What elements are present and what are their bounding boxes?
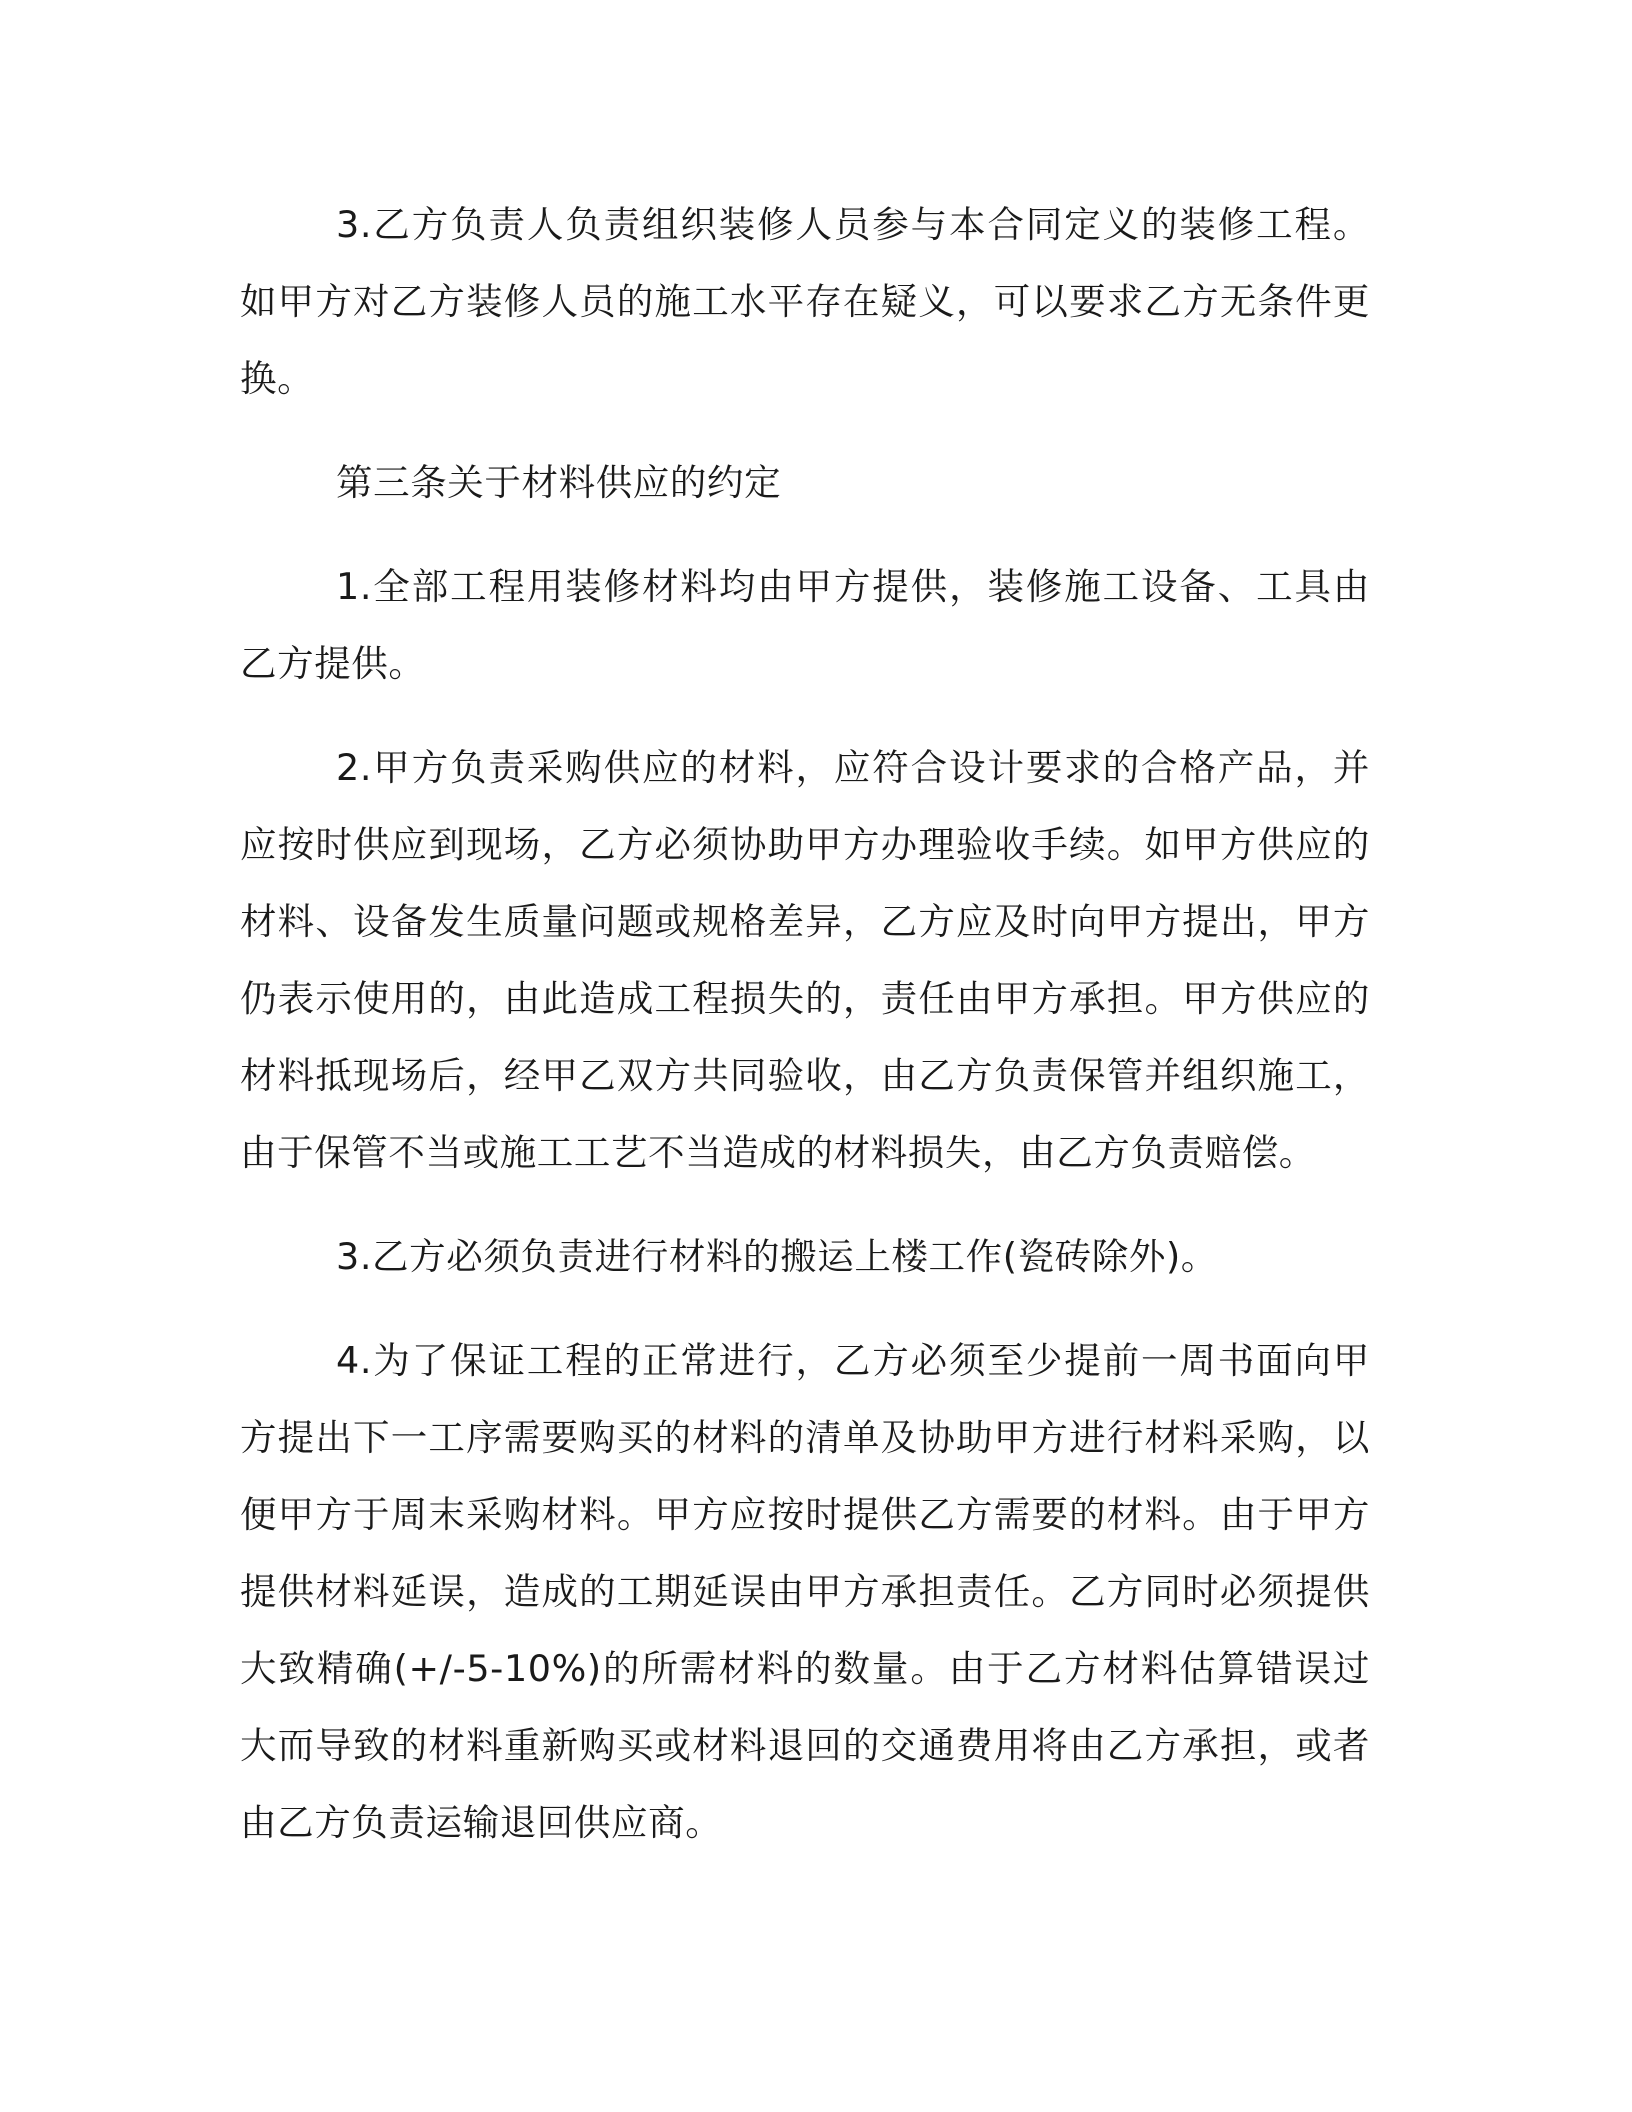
- paragraph-clause-3-3: 3.乙方必须负责进行材料的搬运上楼工作(瓷砖除外)。: [336, 1235, 1218, 1278]
- section-heading-article-3: 第三条关于材料供应的约定: [336, 461, 782, 504]
- paragraph-clause-2-3: 3.乙方负责人负责组织装修人员参与本合同定义的装修工程。如甲方对乙方装修人员的施工水平存在疑义，可以要求乙方无条件更换。: [240, 203, 1370, 400]
- document-body: [240, 186, 1370, 1888]
- paragraph-clause-3-2: 2.甲方负责采购供应的材料，应符合设计要求的合格产品，并应按时供应到现场，乙方必须协助甲方办理验收手续。如甲方供应的材料、设备发生质量问题或规格差异，乙方应及时向甲方提出，甲方仍表示使用的，由此造成工程损失的，责任由甲方承担。甲方供应的材料抵现场后，经甲乙双方共同验收，由乙方负责保管并组织施工，由于保管不当或施工工艺不当造成的材料损失，由乙方负责赔偿。: [240, 746, 1370, 1174]
- paragraph-clause-3-1: 1.全部工程用装修材料均由甲方提供，装修施工设备、工具由乙方提供。: [240, 565, 1370, 685]
- paragraph-clause-3-4: 4.为了保证工程的正常进行，乙方必须至少提前一周书面向甲方提出下一工序需要购买的材料的清单及协助甲方进行材料采购，以便甲方于周末采购材料。甲方应按时提供乙方需要的材料。由于甲方提供材料延误，造成的工期延误由甲方承担责任。乙方同时必须提供大致精确(+/-5-10%)的所需材料的数量。由于乙方材料估算错误过大而导致的材料重新购买或材料退回的交通费用将由乙方承担，或者由乙方负责运输退回供应商。: [240, 1339, 1370, 1844]
